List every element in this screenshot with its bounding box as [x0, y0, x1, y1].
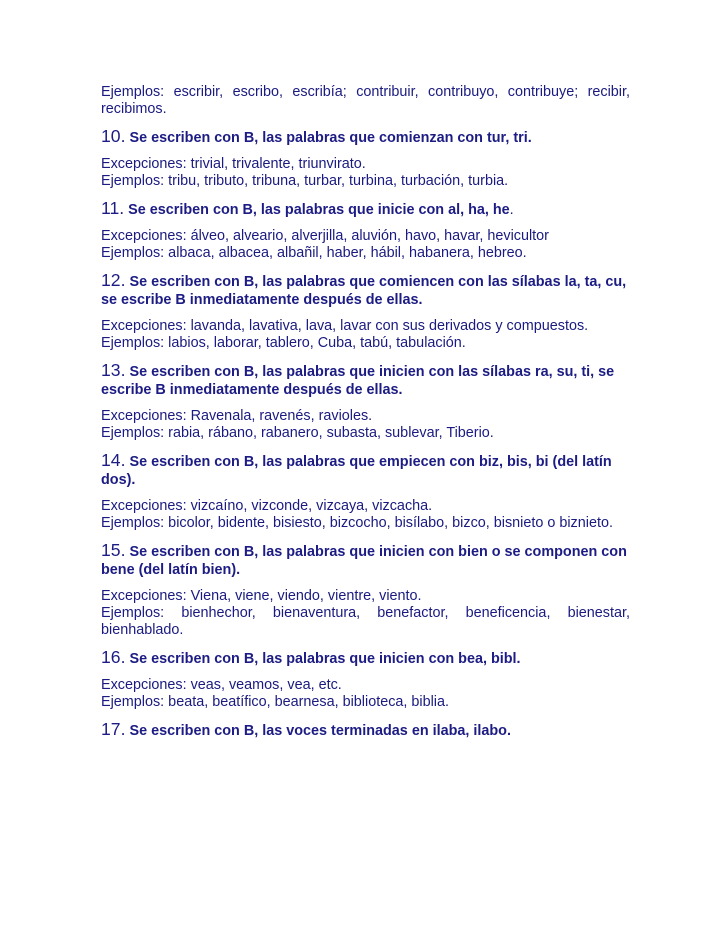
- rule-12-exceptions: Excepciones: lavanda, lavativa, lava, lavar con sus derivados y compuestos.: [101, 318, 589, 334]
- examples-text: labios, laborar, tablero, Cuba, tabú, tabulación.: [164, 335, 466, 351]
- rule-number: 13.: [101, 360, 126, 380]
- examples-label: Ejemplos:: [101, 515, 165, 531]
- examples-text: escribir, escribo, escribía; contribuir, contribuyo, contribuye; recibir, recibimos.: [101, 84, 630, 117]
- rule-number: 10.: [101, 126, 126, 146]
- rule-16-heading: [101, 648, 630, 668]
- rule-15-examples: [101, 605, 630, 639]
- examples-text: albaca, albacea, albañil, haber, hábil, habanera, hebreo.: [164, 245, 527, 261]
- examples-text: tribu, tributo, tribuna, turbar, turbina, turbación, turbia.: [164, 173, 509, 189]
- rule-12-examples: [101, 335, 630, 352]
- rule-10-heading: [101, 127, 630, 147]
- examples-label: Ejemplos:: [101, 425, 165, 441]
- rule-number: 17.: [101, 719, 126, 739]
- rule-11-heading: [101, 199, 630, 219]
- rule-title: Se escriben con B, las voces terminadas en ilaba, ilabo.: [125, 723, 511, 739]
- rule-10-exceptions: Excepciones: trivial, trivalente, triunvirato.: [101, 156, 366, 172]
- examples-text: bienhechor, bienaventura, benefactor, beneficencia, bienestar, bienhablado.: [101, 605, 630, 638]
- rule-title: Se escriben con B, las palabras que comienzan con tur, tri.: [125, 130, 532, 146]
- rule-16-examples: [101, 694, 630, 711]
- rule-12-heading: [101, 271, 630, 309]
- examples-text: rabia, rábano, rabanero, subasta, sublevar, Tiberio.: [164, 425, 494, 441]
- examples-label: Ejemplos:: [101, 335, 165, 351]
- rule-number: 15.: [101, 540, 126, 560]
- examples-text: beata, beatífico, bearnesa, biblioteca, biblia.: [164, 694, 449, 710]
- rule-10-examples: [101, 173, 630, 190]
- rule-number: 14.: [101, 450, 126, 470]
- rule-14-examples: [101, 515, 630, 532]
- rule-14-heading: [101, 451, 630, 489]
- examples-label: Ejemplos:: [101, 173, 165, 189]
- rule-15-heading: [101, 541, 630, 579]
- rule-17-heading: [101, 720, 630, 740]
- rule-title: Se escriben con B, las palabras que inicien con las sílabas ra, su, ti, se escribe B inmediatamente después de ellas.: [101, 364, 615, 398]
- rule-title: Se escriben con B, las palabras que comiencen con las sílabas la, ta, cu, se escribe B inmediatamente después de ellas.: [101, 274, 627, 308]
- rule-11-examples: [101, 245, 630, 262]
- examples-text: bicolor, bidente, bisiesto, bizcocho, bisílabo, bizco, bisnieto o biznieto.: [164, 515, 613, 531]
- examples-label: Ejemplos:: [101, 84, 165, 100]
- rule-title-tail: .: [509, 202, 514, 218]
- intro-examples: [101, 84, 630, 118]
- rule-13-heading: [101, 361, 630, 399]
- rule-11-exceptions: Excepciones: álveo, alveario, alverjilla, aluvión, havo, havar, hevicultor: [101, 228, 549, 244]
- rule-13-examples: [101, 425, 630, 442]
- rule-number: 11.: [101, 198, 125, 218]
- rule-16-exceptions: Excepciones: veas, veamos, vea, etc.: [101, 677, 342, 693]
- rule-15-exceptions: Excepciones: Viena, viene, viendo, vientre, viento.: [101, 588, 422, 604]
- rule-number: 12.: [101, 270, 126, 290]
- rule-13-exceptions: Excepciones: Ravenala, ravenés, ravioles.: [101, 408, 373, 424]
- rule-title: Se escriben con B, las palabras que inicien con bien o se componen con bene (del latín bien).: [101, 544, 627, 578]
- examples-label: Ejemplos:: [101, 245, 165, 261]
- examples-label: Ejemplos:: [101, 694, 165, 710]
- rule-title: Se escriben con B, las palabras que inicie con al, ha, he: [124, 202, 510, 218]
- rule-14-exceptions: Excepciones: vizcaíno, vizconde, vizcaya, vizcacha.: [101, 498, 433, 514]
- examples-label: Ejemplos:: [101, 605, 165, 621]
- rule-number: 16.: [101, 647, 126, 667]
- rule-title: Se escriben con B, las palabras que empiecen con biz, bis, bi (del latín dos).: [101, 454, 612, 488]
- rule-title: Se escriben con B, las palabras que inicien con bea, bibl.: [125, 651, 521, 667]
